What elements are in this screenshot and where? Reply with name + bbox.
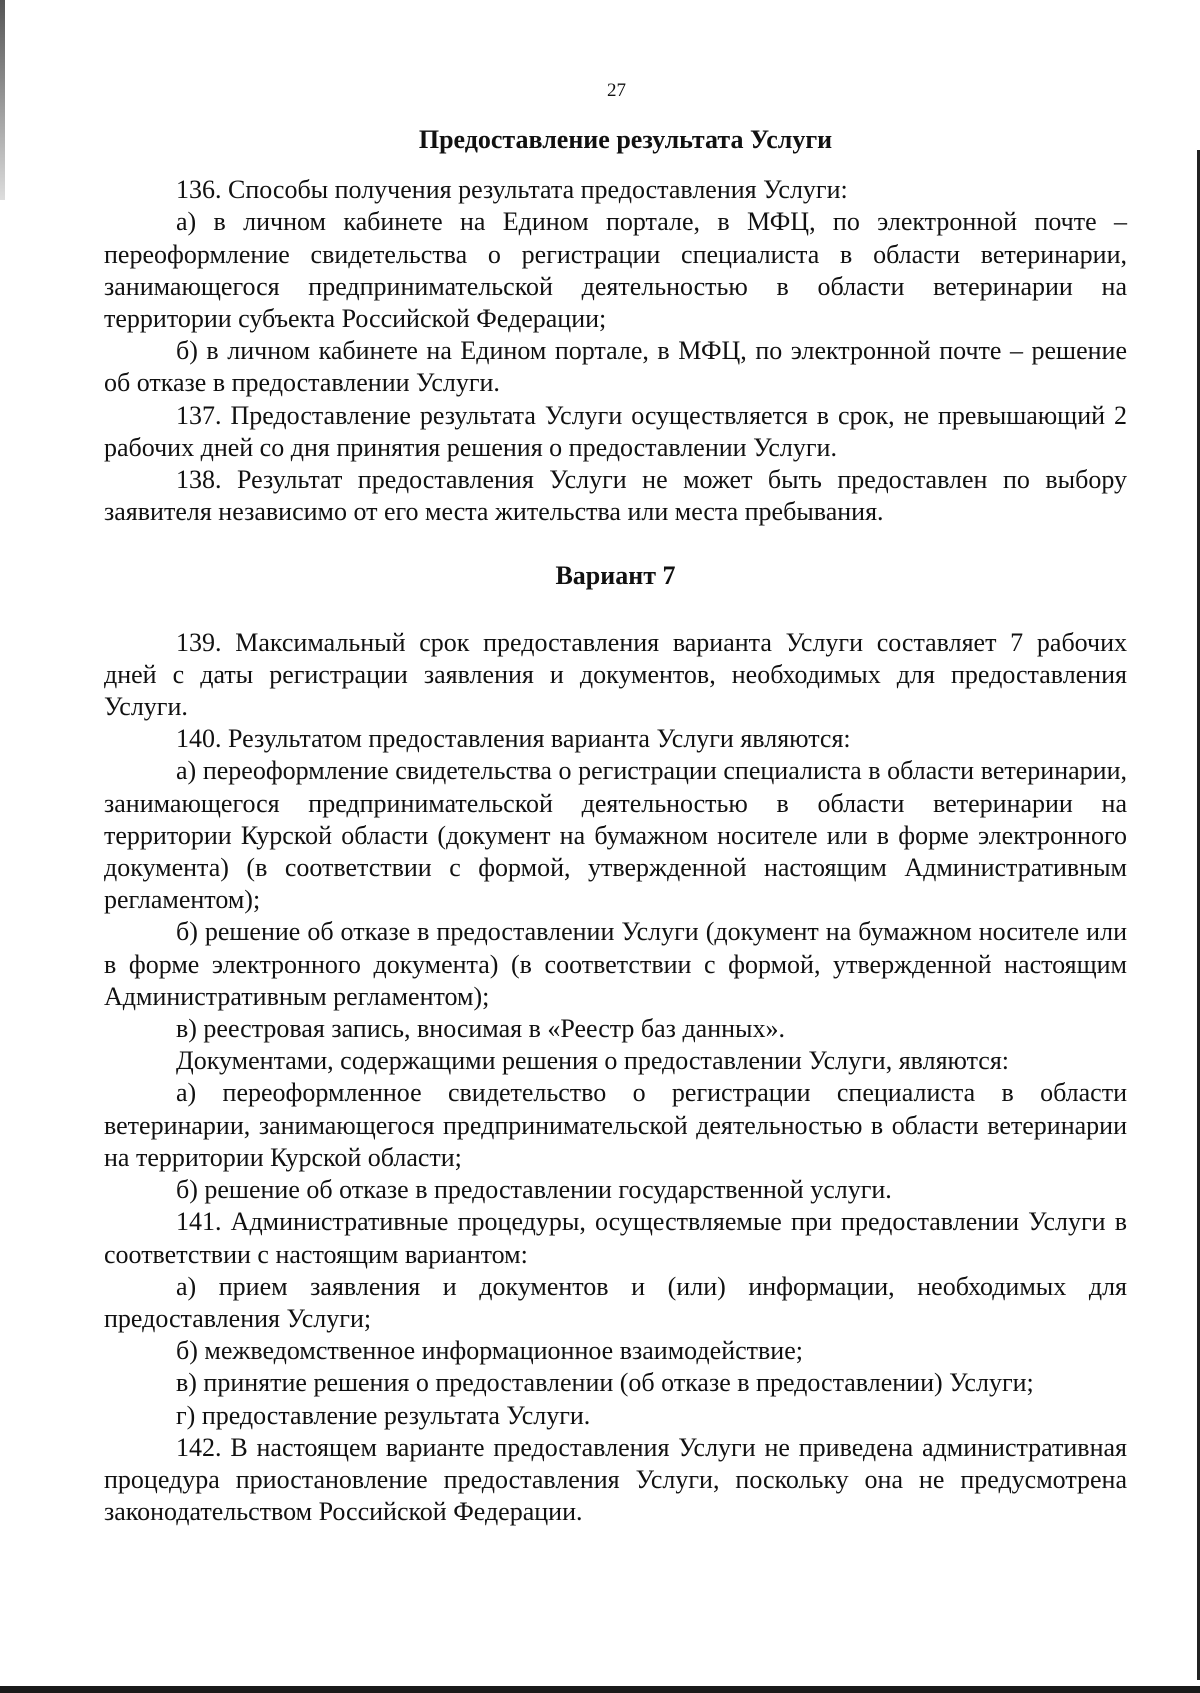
paragraph-137: 137. Предоставление результата Услуги осуществляется в срок, не превышающий 2 рабочих дней со дня принятия решения о предоставлении Услуги. bbox=[104, 400, 1127, 462]
section-title-result: Предоставление результата Услуги bbox=[418, 125, 833, 154]
paragraph-141-g: г) предоставление результата Услуги. bbox=[176, 1400, 591, 1430]
scan-edge-bottom bbox=[0, 1686, 1200, 1693]
paragraph-138: 138. Результат предоставления Услуги не может быть предоставлен по выбору заявителя независимо от его места жительства или места пребывания. bbox=[104, 465, 1127, 527]
paragraph-141-v: в) принятие решения о предоставлении (об отказе в предоставлении) Услуги; bbox=[176, 1368, 1034, 1398]
section-title-variant-7: Вариант 7 bbox=[555, 561, 676, 591]
paragraph-142: 142. В настоящем варианте предоставления Услуги не приведена административная процедура приостановление предоставления Услуги, поскольку она не предусмотрена законодательством Российской Федерации. bbox=[104, 1432, 1127, 1527]
paragraph-141-a: а) прием заявления и документов и (или) информации, необходимых для предоставления Услуги; bbox=[104, 1271, 1127, 1333]
paragraph-141: 141. Административные процедуры, осуществляемые при предоставлении Услуги в соответствии с настоящим вариантом: bbox=[104, 1207, 1127, 1269]
paragraph-136: 136. Способы получения результата предоставления Услуги: bbox=[176, 175, 848, 205]
paragraph-140-a: а) переоформление свидетельства о регистрации специалиста в области ветеринарии, занимающегося предпринимательской деятельностью в области ветеринарии на территории Курской области (документ на бумажном носителе или в форме электронного документа) (в соответствии с формой, утвержденной настоящим Административным регламентом); bbox=[104, 756, 1127, 915]
paragraph-documents-a: а) переоформленное свидетельство о регистрации специалиста в области ветеринарии, занимающегося предпринимательской деятельностью в области ветеринарии на территории Курской области; bbox=[104, 1078, 1127, 1172]
paragraph-documents: Документами, содержащими решения о предоставлении Услуги, являются: bbox=[176, 1046, 1010, 1076]
paragraph-141-b: б) межведомственное информационное взаимодействие; bbox=[176, 1336, 803, 1366]
page-number: 27 bbox=[607, 80, 626, 101]
paragraph-136-a: а) в личном кабинете на Едином портале, в МФЦ, по электронной почте – переоформление свидетельства о регистрации специалиста в области ветеринарии, занимающегося предпринимательской деятельностью в области ветеринарии на территории субъекта Российской Федерации; bbox=[104, 207, 1127, 334]
paragraph-139: 139. Максимальный срок предоставления варианта Услуги составляет 7 рабочих дней с даты регистрации заявления и документов, необходимых для предоставления Услуги. bbox=[104, 627, 1127, 722]
paragraph-140-v: в) реестровая запись, вносимая в «Реестр баз данных». bbox=[176, 1014, 786, 1044]
paragraph-documents-b: б) решение об отказе в предоставлении государственной услуги. bbox=[176, 1175, 892, 1205]
document-body bbox=[104, 124, 1127, 1528]
paragraph-140: 140. Результатом предоставления варианта Услуги являются: bbox=[176, 724, 851, 754]
paragraph-140-b: б) решение об отказе в предоставлении Услуги (документ на бумажном носителе или в форме электронного документа) (в соответствии с формой, утвержденной настоящим Административным регламентом); bbox=[104, 917, 1127, 1011]
paragraph-136-b: б) в личном кабинете на Едином портале, в МФЦ, по электронной почте – решение об отказе в предоставлении Услуги. bbox=[104, 336, 1127, 398]
